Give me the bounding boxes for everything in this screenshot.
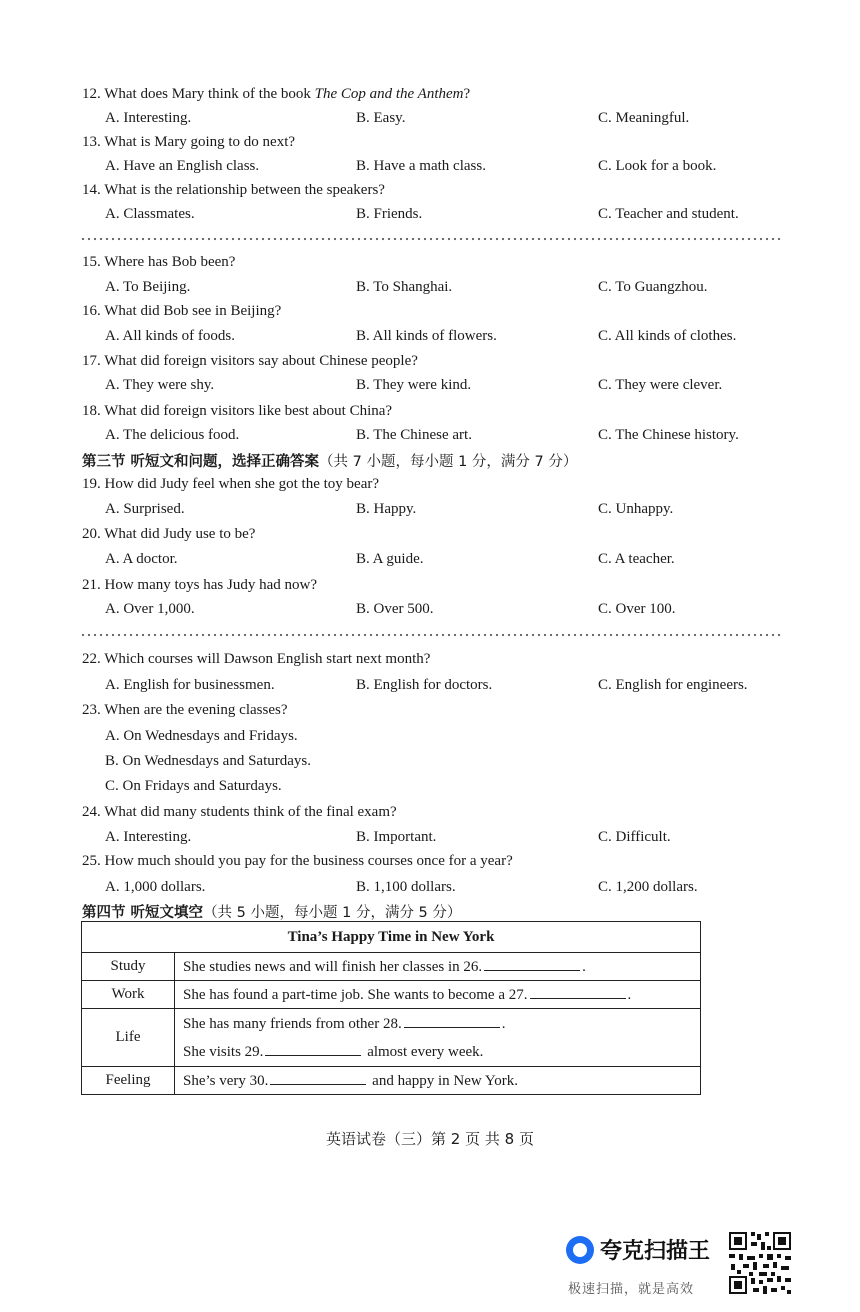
- question-17-option-b: B. They were kind.: [356, 377, 472, 393]
- row-label-work: Work: [82, 981, 175, 1009]
- question-13-option-b: B. Have a math class.: [356, 158, 486, 174]
- question-23-option-b: B. On Wednesdays and Saturdays.: [105, 753, 311, 769]
- question-22-option-b: B. English for doctors.: [356, 677, 493, 693]
- section-4-heading: 第四节 听短文填空（共 5 小题，每小题 1 分，满分 5 分）: [82, 905, 462, 921]
- brand-name: 夸克扫描王: [600, 1239, 711, 1264]
- answer-blank-26[interactable]: [484, 958, 580, 971]
- dotted-separator: [80, 632, 782, 638]
- question-15-option-c: C. To Guangzhou.: [598, 279, 708, 295]
- question-25-option-a: A. 1,000 dollars.: [105, 879, 206, 895]
- question-23-option-a: A. On Wednesdays and Fridays.: [105, 728, 298, 744]
- question-13-stem: 13. What is Mary going to do next?: [82, 134, 296, 150]
- question-22-stem: 22. Which courses will Dawson English start next month?: [82, 651, 431, 667]
- quark-logo-icon: [566, 1236, 594, 1264]
- page-footer: 英语试卷（三）第 2 页 共 8 页: [326, 1130, 534, 1148]
- feeling-cell: She’s very 30. and happy in New York.: [175, 1067, 701, 1095]
- question-23-stem: 23. When are the evening classes?: [82, 702, 288, 718]
- question-25-option-b: B. 1,100 dollars.: [356, 879, 456, 895]
- question-23-option-c: C. On Fridays and Saturdays.: [105, 778, 282, 794]
- question-18-option-a: A. The delicious food.: [105, 427, 240, 443]
- question-17-stem: 17. What did foreign visitors say about Chinese people?: [82, 353, 418, 369]
- question-18-stem: 18. What did foreign visitors like best about China?: [82, 403, 393, 419]
- dotted-separator: [80, 236, 782, 242]
- question-13-option-a: A. Have an English class.: [105, 158, 260, 174]
- question-20-option-b: B. A guide.: [356, 551, 424, 567]
- row-label-feeling: Feeling: [82, 1067, 175, 1095]
- question-18-option-b: B. The Chinese art.: [356, 427, 472, 443]
- question-21-option-b: B. Over 500.: [356, 601, 434, 617]
- question-22-option-c: C. English for engineers.: [598, 677, 748, 693]
- question-12-option-a: A. Interesting.: [105, 110, 192, 126]
- question-12-stem: 12. What does Mary think of the book The Cop and the Anthem?: [82, 86, 471, 102]
- question-17-option-a: A. They were shy.: [105, 377, 215, 393]
- question-24-stem: 24. What did many students think of the final exam?: [82, 804, 397, 820]
- question-19-option-c: C. Unhappy.: [598, 501, 674, 517]
- brand-slogan: 极速扫描，就是高效: [568, 1282, 695, 1297]
- question-25-option-c: C. 1,200 dollars.: [598, 879, 698, 895]
- question-15-option-b: B. To Shanghai.: [356, 279, 453, 295]
- question-19-option-a: A. Surprised.: [105, 501, 185, 517]
- question-16-option-a: A. All kinds of foods.: [105, 328, 236, 344]
- question-16-option-c: C. All kinds of clothes.: [598, 328, 737, 344]
- study-cell: She studies news and will finish her classes in 26. .: [175, 953, 701, 981]
- question-15-stem: 15. Where has Bob been?: [82, 254, 236, 270]
- table-row: [82, 981, 701, 1009]
- table-row: [82, 1009, 701, 1067]
- question-20-stem: 20. What did Judy use to be?: [82, 526, 256, 542]
- question-16-option-b: B. All kinds of flowers.: [356, 328, 497, 344]
- work-cell: She has found a part-time job. She wants to become a 27. .: [175, 981, 701, 1009]
- answer-blank-29[interactable]: [265, 1043, 361, 1056]
- table-row: [82, 953, 701, 981]
- question-14-option-a: A. Classmates.: [105, 206, 195, 222]
- question-14-option-b: B. Friends.: [356, 206, 423, 222]
- question-20-option-c: C. A teacher.: [598, 551, 675, 567]
- question-21-stem: 21. How many toys has Judy had now?: [82, 577, 317, 593]
- question-12-option-c: C. Meaningful.: [598, 110, 690, 126]
- question-16-stem: 16. What did Bob see in Beijing?: [82, 303, 282, 319]
- section-3-heading: 第三节 听短文和问题，选择正确答案（共 7 小题，每小题 1 分，满分 7 分）: [82, 454, 578, 470]
- answer-blank-30[interactable]: [270, 1072, 366, 1085]
- row-label-life: Life: [82, 1009, 175, 1067]
- question-22-option-a: A. English for businessmen.: [105, 677, 275, 693]
- question-14-stem: 14. What is the relationship between the speakers?: [82, 182, 385, 198]
- question-18-option-c: C. The Chinese history.: [598, 427, 739, 443]
- question-12-option-b: B. Easy.: [356, 110, 406, 126]
- life-cell: She has many friends from other 28. . She visits 29. almost every week.: [175, 1009, 701, 1067]
- question-24-option-b: B. Important.: [356, 829, 437, 845]
- question-24-option-c: C. Difficult.: [598, 829, 671, 845]
- question-24-option-a: A. Interesting.: [105, 829, 192, 845]
- answer-blank-28[interactable]: [404, 1015, 500, 1028]
- table-row: [82, 1067, 701, 1095]
- question-19-option-b: B. Happy.: [356, 501, 417, 517]
- row-label-study: Study: [82, 953, 175, 981]
- fill-in-table: [81, 921, 701, 1095]
- question-15-option-a: A. To Beijing.: [105, 279, 191, 295]
- qr-code-icon: [727, 1230, 793, 1296]
- question-25-stem: 25. How much should you pay for the business courses once for a year?: [82, 853, 513, 869]
- table-title: Tina’s Happy Time in New York: [82, 922, 701, 953]
- question-21-option-c: C. Over 100.: [598, 601, 676, 617]
- question-17-option-c: C. They were clever.: [598, 377, 723, 393]
- question-13-option-c: C. Look for a book.: [598, 158, 717, 174]
- answer-blank-27[interactable]: [530, 986, 626, 999]
- question-19-stem: 19. How did Judy feel when she got the toy bear?: [82, 476, 380, 492]
- question-21-option-a: A. Over 1,000.: [105, 601, 195, 617]
- question-14-option-c: C. Teacher and student.: [598, 206, 739, 222]
- question-20-option-a: A. A doctor.: [105, 551, 178, 567]
